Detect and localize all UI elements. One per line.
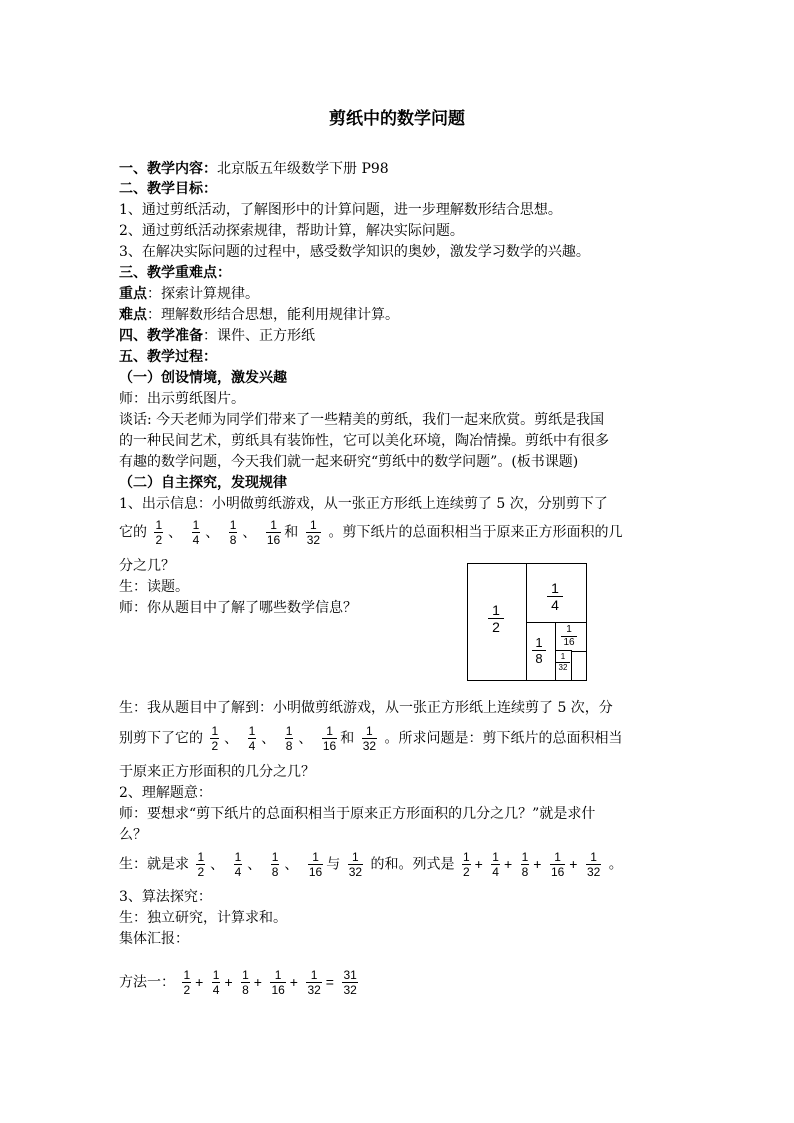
numerator: 1 (366, 724, 373, 738)
section-text: 北京版五年级数学下册 P98 (217, 161, 389, 177)
numerator: 1 (554, 850, 561, 864)
denominator: 32 (362, 739, 377, 753)
fraction-thirtysecond (362, 724, 377, 753)
numerator: 1 (590, 850, 597, 864)
paragraph-line: 么？ (119, 827, 147, 843)
numerator: 1 (229, 518, 237, 532)
fraction-eighth (285, 724, 294, 753)
part-one-heading: （一）创设情境，激发兴趣 (119, 370, 287, 386)
denominator: 2 (183, 983, 191, 997)
plus-sign: + (503, 855, 513, 872)
denominator: 4 (212, 983, 220, 997)
fraction-half (462, 850, 471, 879)
numerator: 1 (271, 850, 279, 864)
goal-item: 3、在解决实际问题的过程中，感受数学知识的奥妙，激发学习数学的兴趣。 (119, 244, 590, 260)
conjunction: 和 (284, 524, 299, 541)
goal-item: 2、通过剪纸活动探索规律，帮助计算，解决实际问题。 (119, 223, 464, 239)
paragraph-line: 3、算法探究： (119, 889, 212, 905)
fraction-sixteenth (308, 850, 323, 879)
fraction-sixteenth (270, 968, 285, 997)
paragraph-line: 师：要想求“剪下纸片的总面积相当于原来正方形面积的几分之几？”就是求什 (119, 806, 596, 822)
paragraph-line: 的一种民间艺术，剪纸具有装饰性，它可以美化环境，陶冶情操。剪纸中有很多 (119, 433, 609, 449)
numerator: 1 (242, 968, 249, 982)
numerator: 1 (183, 968, 191, 982)
difficult-point (119, 306, 399, 325)
denominator: 32 (343, 983, 357, 997)
section-process-heading (119, 348, 217, 367)
separator: 、 (247, 856, 262, 873)
paragraph-line: 于原来正方形面积的几分之几？ (119, 764, 315, 780)
paragraph-line: 分之几？ (119, 558, 175, 574)
text-fragment: 的和。列式是 (370, 856, 455, 873)
fraction-line (119, 850, 623, 879)
separator: 、 (205, 524, 220, 541)
plus-sign: + (224, 973, 233, 990)
fraction-thirtysecond (586, 850, 601, 879)
numerator: 1 (211, 724, 219, 738)
denominator: 8 (229, 533, 237, 547)
separator: 、 (168, 524, 183, 541)
denominator: 32 (307, 983, 321, 997)
paragraph-line: 1、出示信息：小明做剪纸游戏，从一张正方形纸上连续剪了 5 次，分别剪下了 (119, 496, 608, 512)
paragraph-line: 生：我从题目中了解到：小明做剪纸游戏，从一张正方形纸上连续剪了 5 次，分 (119, 700, 613, 716)
plus-sign: + (474, 855, 483, 872)
text-fragment: 别剪下了它的 (119, 730, 203, 747)
text-fragment: 它的 (119, 524, 147, 541)
text-fragment: 。剪下纸片的总面积相当于原来正方形面积的几 (328, 524, 623, 541)
paragraph-line: 有趣的数学问题，今天我们就一起来研究“剪纸中的数学问题”。(板书课题) (119, 454, 579, 470)
heading-text: 五、教学过程 (119, 349, 203, 365)
page-title: 剪纸中的数学问题 (329, 109, 465, 129)
separator: 、 (298, 730, 313, 747)
numerator: 1 (566, 624, 572, 635)
numerator: 1 (551, 580, 559, 596)
fraction-half (210, 724, 219, 753)
heading-text: 三、教学重难点 (119, 265, 217, 281)
diagram-label-thirtysecond (556, 652, 570, 673)
numerator: 1 (155, 518, 163, 532)
numerator: 1 (234, 850, 242, 864)
conjunction: 和 (340, 730, 355, 747)
fraction-half (182, 968, 191, 997)
denominator: 4 (234, 865, 242, 879)
numerator: 1 (326, 724, 333, 738)
denominator: 2 (211, 739, 219, 753)
fraction-sixteenth (266, 518, 281, 547)
fraction-half (154, 518, 163, 547)
plus-sign: + (569, 855, 578, 872)
denominator: 16 (308, 865, 323, 879)
diagram-label-half (488, 602, 504, 635)
goal-item: 1、通过剪纸活动，了解图形中的计算问题，进一步理解数形结合思想。 (119, 202, 562, 218)
section-heading: 一、教学内容 (119, 161, 203, 177)
equals-sign: = (325, 973, 334, 990)
denominator: 8 (532, 650, 546, 666)
fraction-sixteenth (322, 724, 337, 753)
denominator: 2 (197, 865, 205, 879)
fraction-eighth (521, 850, 530, 879)
key-label: 重点 (119, 286, 147, 302)
denominator: 2 (488, 618, 504, 635)
separator: 、 (261, 730, 276, 747)
numerator: 1 (521, 850, 529, 864)
fraction-line (119, 724, 623, 753)
denominator: 8 (521, 865, 529, 879)
separator: 、 (242, 524, 257, 541)
fraction-quarter (248, 724, 257, 753)
part-two-heading: （二）自主探究，发现规律 (119, 475, 287, 491)
difficult-text: ：理解数形结合思想，能利用规律计算。 (147, 307, 399, 323)
numerator: 1 (192, 518, 200, 532)
plus-sign: + (195, 973, 204, 990)
fraction-sum (342, 968, 357, 997)
paragraph-line: 生：独立研究，计算求和。 (119, 910, 287, 926)
denominator: 8 (285, 739, 293, 753)
section-prep (119, 327, 315, 346)
denominator: 4 (192, 533, 200, 547)
denominator: 16 (266, 533, 281, 547)
denominator: 16 (561, 636, 577, 649)
difficult-label: 难点 (119, 307, 147, 323)
separator: 、 (284, 856, 299, 873)
paragraph-line: 集体汇报： (119, 931, 189, 947)
fraction-eighth (229, 518, 238, 547)
text-fragment: 。所求问题是：剪下纸片的总面积相当 (384, 730, 623, 747)
numerator: 1 (462, 850, 470, 864)
fraction-eighth (241, 968, 250, 997)
denominator: 32 (306, 533, 321, 547)
numerator: 1 (197, 850, 205, 864)
fraction-quarter (491, 850, 500, 879)
text-fragment: 。 (608, 856, 623, 873)
denominator: 16 (550, 865, 565, 879)
paragraph-line: 生：读题。 (119, 579, 189, 595)
numerator: 1 (310, 968, 318, 982)
conjunction: 与 (326, 856, 341, 873)
plus-sign: + (289, 973, 298, 990)
denominator: 2 (155, 533, 163, 547)
heading-text: 四、教学准备 (119, 328, 203, 344)
fraction-quarter (234, 850, 243, 879)
method-one-line (119, 968, 361, 997)
denominator: 4 (547, 596, 563, 613)
diagram-label-eighth (532, 635, 546, 666)
numerator: 31 (343, 968, 357, 982)
section-content (119, 160, 389, 179)
paragraph-line: 师：你从题目中了解了哪些数学信息？ (119, 600, 357, 616)
fraction-quarter (192, 518, 201, 547)
denominator: 32 (348, 865, 363, 879)
denominator: 2 (462, 865, 470, 879)
numerator: 1 (352, 850, 359, 864)
key-text: ：探索计算规律。 (147, 286, 259, 302)
text-fragment: 生：就是求 (119, 856, 189, 873)
numerator: 1 (274, 968, 282, 982)
colon: ： (203, 161, 217, 177)
colon: ： (217, 265, 231, 281)
plus-sign: + (533, 855, 542, 872)
colon: ： (203, 349, 217, 365)
numerator: 1 (535, 635, 543, 650)
numerator: 1 (212, 968, 220, 982)
fraction-eighth (271, 850, 280, 879)
denominator: 8 (271, 865, 279, 879)
paragraph-line: 2、理解题意： (119, 785, 212, 801)
denominator: 16 (271, 983, 285, 997)
paragraph-line: 师：出示剪纸图片。 (119, 391, 245, 407)
separator: 、 (210, 856, 225, 873)
colon: ： (203, 181, 217, 197)
denominator: 4 (248, 739, 256, 753)
denominator: 8 (242, 983, 249, 997)
numerator: 1 (270, 518, 277, 532)
numerator: 1 (312, 850, 319, 864)
fraction-quarter (212, 968, 221, 997)
method-label: 方法一： (119, 974, 175, 991)
denominator: 16 (322, 739, 337, 753)
key-point (119, 285, 259, 304)
fraction-sixteenth (550, 850, 565, 879)
heading-text: 二、教学目标 (119, 181, 203, 197)
numerator: 1 (310, 518, 317, 532)
separator: 、 (224, 730, 239, 747)
fraction-line (119, 518, 623, 547)
section-goals-heading (119, 180, 217, 199)
diagram-label-quarter (547, 580, 563, 613)
paragraph-line: 谈话: 今天老师为同学们带来了一些精美的剪纸，我们一起来欣赏。剪纸是我国 (119, 412, 605, 428)
numerator: 1 (560, 652, 566, 661)
denominator: 4 (492, 865, 499, 879)
numerator: 1 (248, 724, 256, 738)
fraction-half (196, 850, 205, 879)
numerator: 1 (285, 724, 293, 738)
fraction-thirtysecond (348, 850, 363, 879)
fraction-thirtysecond (306, 968, 321, 997)
prep-text: ：课件、正方形纸 (203, 328, 315, 344)
numerator: 1 (492, 602, 500, 618)
denominator: 32 (556, 662, 570, 673)
diagram-label-sixteenth (561, 624, 577, 649)
plus-sign: + (253, 973, 262, 990)
numerator: 1 (492, 850, 499, 864)
section-key-heading (119, 264, 231, 283)
fraction-thirtysecond (306, 518, 321, 547)
denominator: 32 (586, 865, 601, 879)
